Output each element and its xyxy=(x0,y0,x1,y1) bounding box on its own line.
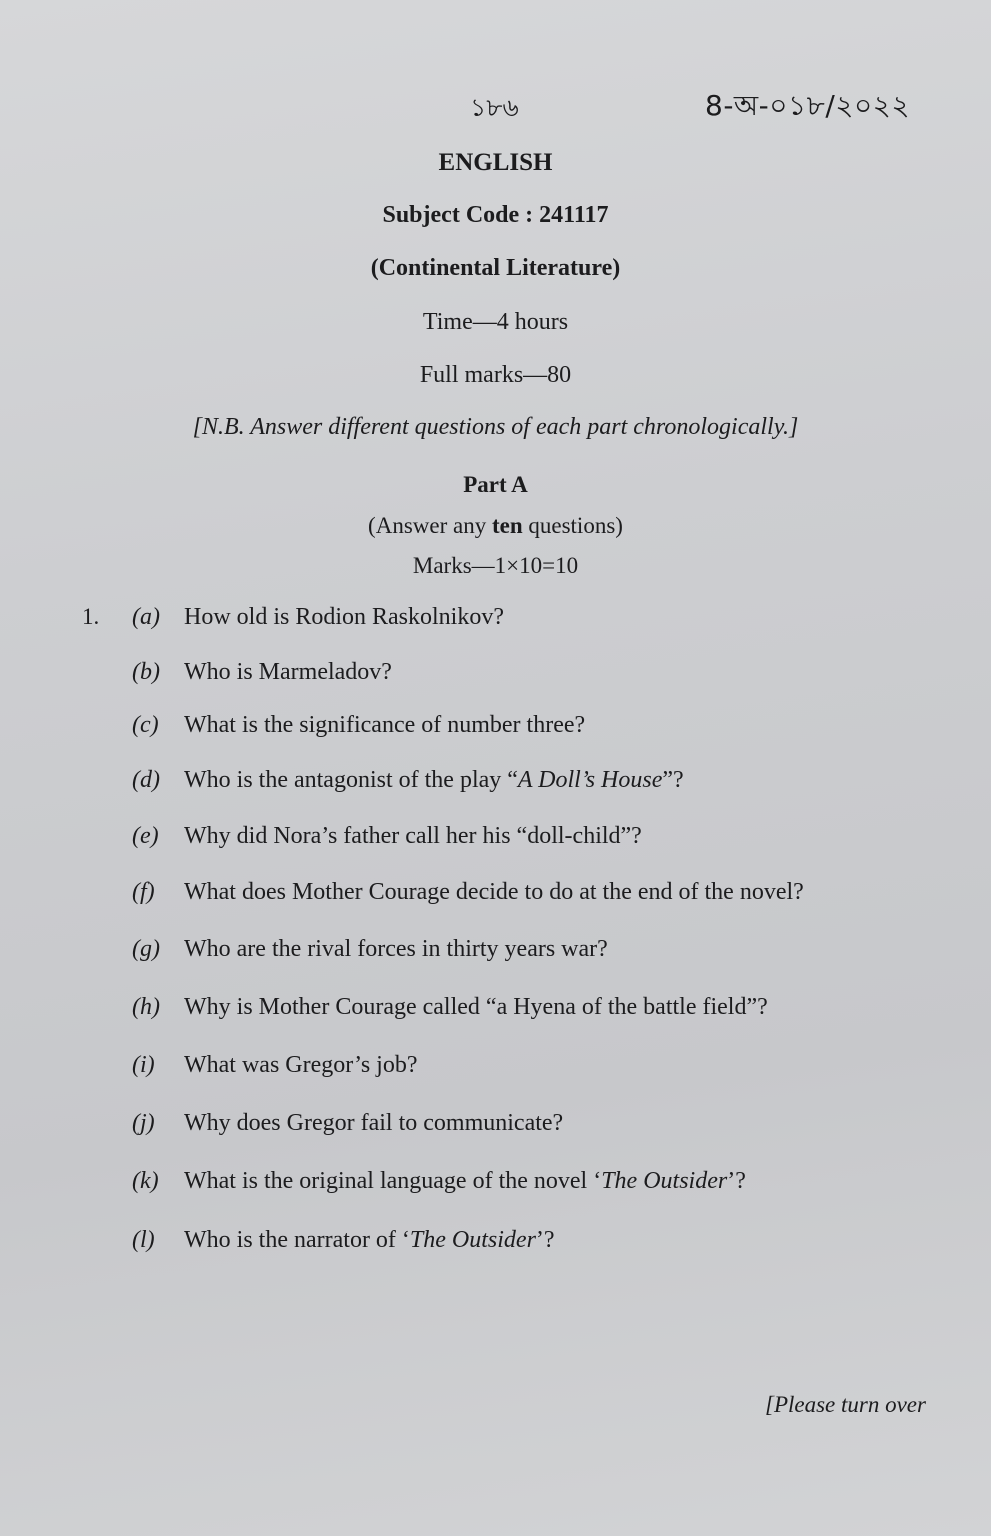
question-text: Who are the rival forces in thirty years war? xyxy=(184,936,608,962)
question-letter: (e) xyxy=(132,823,159,849)
turn-over-note: [Please turn over xyxy=(765,1392,926,1417)
question-text-before: Who is the narrator of ‘ xyxy=(184,1227,410,1253)
full-marks: Full marks—80 xyxy=(419,362,572,388)
question-text: What is the significance of number three? xyxy=(184,712,586,738)
question-item xyxy=(132,659,392,686)
question-letter: (g) xyxy=(132,936,160,962)
question-item xyxy=(132,994,768,1021)
question-text: Why is Mother Courage called “a Hyena of the battle field”? xyxy=(184,994,768,1020)
question-text-after: ’? xyxy=(727,1168,746,1194)
question-text-after: ”? xyxy=(662,767,684,793)
subject-title: ENGLISH xyxy=(438,149,553,176)
question-item xyxy=(132,1110,563,1137)
question-letter: (f) xyxy=(132,879,155,905)
paper-name: (Continental Literature) xyxy=(370,255,621,281)
question-text: What was Gregor’s job? xyxy=(184,1052,418,1078)
question-letter: (j) xyxy=(132,1110,155,1136)
question-item xyxy=(132,712,585,739)
instruction-text-before: (Answer any xyxy=(368,513,492,538)
instruction-count: ten xyxy=(491,513,523,538)
question-letter: (l) xyxy=(132,1227,155,1253)
question-text: Why does Gregor fail to communicate? xyxy=(184,1110,564,1136)
part-heading: Part A xyxy=(463,472,528,497)
question-letter: (k) xyxy=(132,1168,159,1194)
question-item xyxy=(132,936,608,963)
question-number: 1. xyxy=(82,604,100,629)
question-item xyxy=(132,604,504,631)
question-letter: (h) xyxy=(132,994,160,1020)
question-item xyxy=(132,1052,417,1079)
question-text-before: What is the original language of the novel ‘ xyxy=(184,1168,602,1194)
question-text: Who is Marmeladov? xyxy=(184,659,392,685)
question-letter: (b) xyxy=(132,659,160,685)
question-text: How old is Rodion Raskolnikov? xyxy=(184,604,505,630)
work-title: A Doll’s House xyxy=(517,767,663,793)
question-item xyxy=(132,879,804,906)
question-letter: (a) xyxy=(132,604,160,630)
work-title: The Outsider xyxy=(601,1168,728,1194)
paper-code: 8-অ-০১৮/২০২২ xyxy=(705,89,911,122)
instruction-note: [N.B. Answer different questions of each part chronologically.] xyxy=(192,414,799,440)
question-text: What does Mother Courage decide to do at the end of the novel? xyxy=(184,879,804,905)
part-instruction xyxy=(0,513,991,539)
question-text: Why did Nora’s father call her his “doll-child”? xyxy=(184,823,642,849)
question-text-before: Who is the antagonist of the play “ xyxy=(184,767,518,793)
question-item xyxy=(132,823,642,850)
question-item xyxy=(132,1227,555,1254)
subject-code: Subject Code : 241117 xyxy=(382,202,609,228)
page-number: ১৮৬ xyxy=(470,93,519,122)
work-title: The Outsider xyxy=(409,1227,536,1253)
question-item xyxy=(132,1168,746,1195)
question-item xyxy=(132,767,684,794)
time-allowed: Time—4 hours xyxy=(422,309,569,335)
question-letter: (d) xyxy=(132,767,160,793)
instruction-text-after: questions) xyxy=(522,513,623,538)
part-marks: Marks—1×10=10 xyxy=(412,553,579,578)
question-text-after: ’? xyxy=(535,1227,555,1253)
question-letter: (c) xyxy=(132,712,159,738)
question-letter: (i) xyxy=(132,1052,155,1078)
